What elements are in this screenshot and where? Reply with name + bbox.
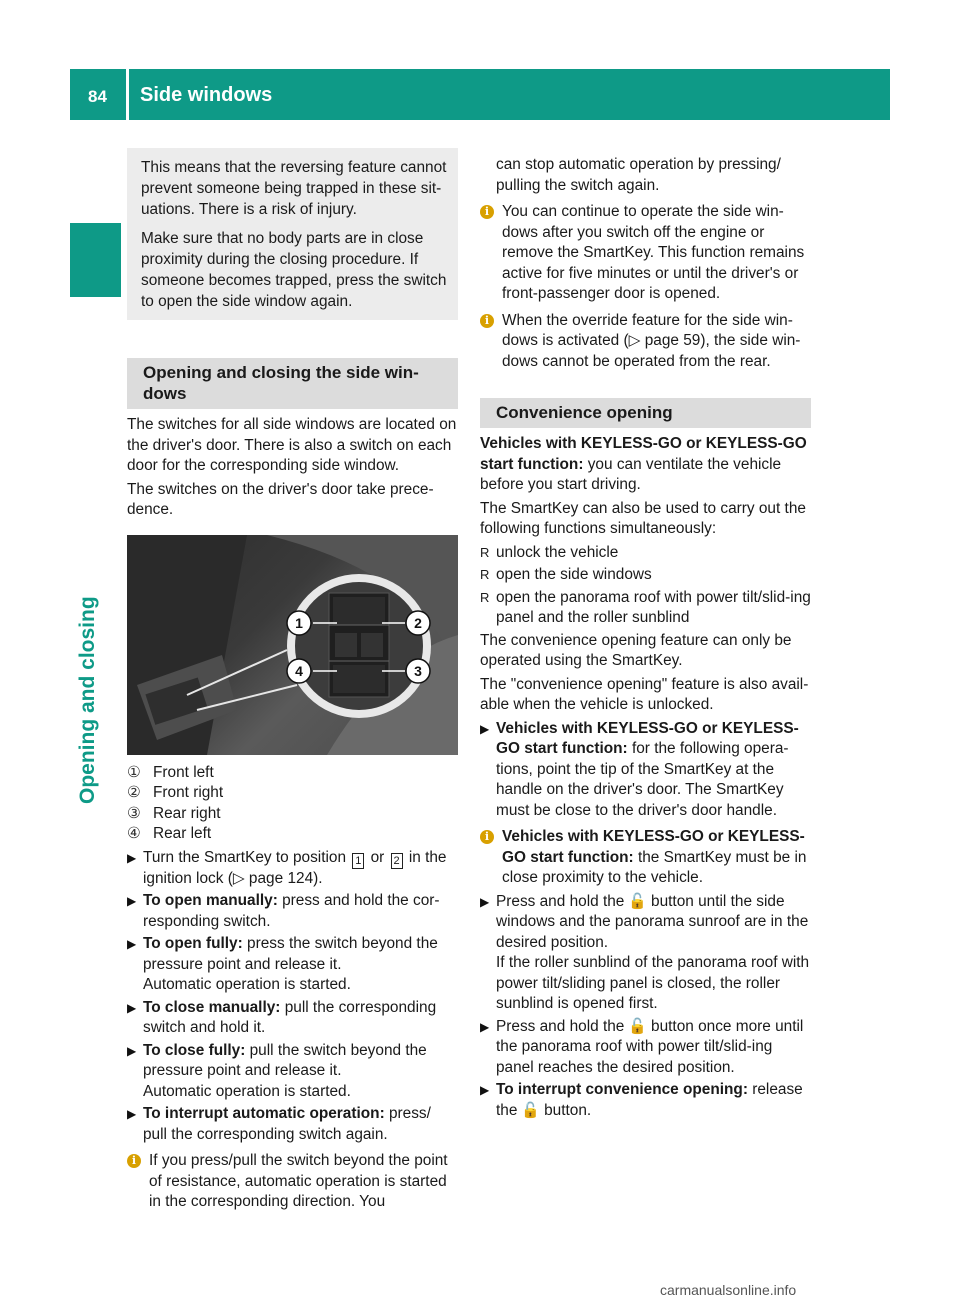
arrow-right-icon: ▶ (127, 1107, 137, 1121)
callout-2 (406, 611, 430, 635)
arrow-right-icon: ▶ (127, 937, 137, 951)
step-text: pull the switch beyond the pressure point and release it. (143, 1041, 427, 1079)
only-smartkey-text: The convenience opening feature can only be operated using the SmartKey. (480, 631, 792, 669)
turn-key-text: Turn the SmartKey to position (143, 848, 347, 866)
legend-number: ③ (127, 804, 141, 822)
legend-label: Front right (153, 784, 224, 801)
instruction-press-hold-1 (480, 892, 811, 1015)
arrow-right-icon: ▶ (127, 894, 137, 908)
section-title-convenience-opening: Convenience opening (480, 398, 811, 428)
warning-text-1: This means that the reversing feature cannot prevent someone being trapped in these sit-uations. There is a risk of injury. (141, 159, 447, 218)
legend-number: ④ (127, 825, 141, 842)
legend-item (127, 824, 458, 845)
instruction-open-fully (127, 934, 458, 996)
info-note (480, 827, 811, 889)
step-label: To close fully: (143, 1041, 246, 1059)
callout-1 (287, 611, 311, 635)
instruction-open-manually (127, 891, 458, 932)
right-column (480, 155, 811, 1123)
bullet-icon: R (480, 589, 490, 605)
step-text: Press and hold the (496, 1017, 625, 1035)
bullet-icon: R (480, 567, 490, 582)
chapter-marker (70, 223, 121, 297)
step-note: Automatic operation is started. (143, 1082, 351, 1100)
callout-3-label: 3 (414, 662, 422, 679)
info-label: Vehicles with KEYLESS-GO or KEYLESS-GO start function: (502, 828, 805, 866)
info-icon: i (480, 830, 494, 844)
info-note (480, 311, 811, 373)
unlock-icon: 🔓 (521, 1101, 541, 1119)
list-item-text: open the side windows (496, 566, 652, 583)
unlock-icon: 🔓 (628, 892, 648, 910)
instruction-interrupt-convenience (480, 1080, 811, 1121)
info-icon: i (480, 314, 494, 328)
list-item (480, 565, 811, 586)
arrow-right-icon: ▶ (480, 1083, 490, 1097)
intro-paragraph-1: The switches for all side windows are located on the driver's door. There is also a switch on each door for the corresponding side window. (127, 416, 457, 474)
callout-2-label: 2 (414, 614, 422, 631)
info-text: You can continue to operate the side win-dows after you switch off the engine or remove the SmartKey. This function remains active for five minutes or until the driver's or front-passenger door is opened. (502, 203, 805, 302)
info-text: If you press/pull the switch beyond the point of resistance, automatic operation is started in the corresponding direction. You (149, 1152, 448, 1210)
key-position-1: 1 (352, 853, 364, 869)
header-divider (126, 69, 129, 120)
legend-item (127, 783, 458, 804)
chapter-label: Opening and closing (76, 596, 99, 804)
legend-label: Rear left (153, 825, 212, 842)
info-icon: i (480, 205, 494, 219)
step-text-after: button until the side windows and the panorama sunroof are in the desired position. (496, 892, 809, 951)
step-label: To open fully: (143, 935, 243, 952)
bullet-icon: R (480, 544, 490, 560)
legend-number: ② (127, 784, 141, 801)
turn-key-or: or (370, 848, 385, 866)
unlock-icon: 🔓 (628, 1017, 648, 1035)
arrow-right-icon: ▶ (480, 894, 490, 909)
window-switch-figure (127, 535, 458, 755)
step-label: To interrupt automatic operation: (143, 1105, 385, 1122)
page-number: 84 (88, 87, 107, 106)
keyless-text: you can ventilate the vehicle before you start driving. (480, 455, 782, 493)
list-item-text: open the panorama roof with power tilt/slid-ing panel and the roller sunblind (496, 588, 811, 626)
chapter-tab (76, 596, 118, 804)
warning-text-2: Make sure that no body parts are in close proximity during the closing procedure. If someone becomes trapped, press the switch to open the side window again. (141, 230, 447, 310)
intro-paragraph-2: The switches on the driver's door take prece-dence. (127, 480, 434, 518)
callout-4-label: 4 (295, 662, 303, 679)
step-label: Vehicles with KEYLESS-GO or KEYLESS-GO start function: (496, 719, 799, 757)
step-label: To close manually: (143, 998, 281, 1016)
legend-item (127, 763, 458, 784)
left-column (127, 148, 458, 1216)
arrow-right-icon: ▶ (127, 1043, 137, 1058)
step-text: press the switch beyond the pressure point and release it. (143, 935, 438, 973)
instruction-press-hold-2 (480, 1017, 811, 1079)
also-available-text: The "convenience opening" feature is also avail-able when the vehicle is unlocked. (480, 675, 809, 713)
step-text-after: button once more until the panorama roof with power tilt/slid-ing panel reaches the desired position. (496, 1017, 804, 1076)
step-text: for the following opera-tions, point the tip of the SmartKey at the handle on the driver's door. The SmartKey must be close to the driver's door handle. (496, 740, 789, 819)
list-item (480, 543, 811, 564)
instruction-turn-key (127, 848, 458, 890)
step-label: To open manually: (143, 892, 278, 909)
info-note (480, 202, 811, 305)
instruction-interrupt-automatic (127, 1104, 458, 1145)
info-icon: i (127, 1154, 141, 1168)
watermark: carmanualsonline.info (660, 1282, 797, 1298)
keyless-paragraph (480, 434, 811, 496)
callout-1-label: 1 (295, 614, 303, 631)
arrow-right-icon: ▶ (480, 721, 490, 736)
instruction-close-manually (127, 998, 458, 1039)
info-note (127, 1151, 458, 1213)
info-text: the SmartKey must be in close proximity to the vehicle. (502, 848, 807, 886)
list-item (480, 588, 811, 629)
section-title-side-windows: Opening and closing the side win-dows (127, 358, 458, 409)
window-switch-illustration (127, 535, 458, 755)
legend-label: Rear right (153, 804, 221, 822)
step-note: If the roller sunblind of the panorama roof with power tilt/sliding panel is closed, the roller sunblind is opened first. (496, 954, 810, 1012)
step-text: release the (496, 1081, 803, 1119)
info-text: When the override feature for the side win-dows is activated (▷ page 59), the side win-dows cannot be operated from the rear. (502, 311, 801, 370)
instruction-close-fully (127, 1041, 458, 1103)
arrow-right-icon: ▶ (127, 1000, 137, 1015)
keyless-label: Vehicles with KEYLESS-GO or KEYLESS-GO start function: (480, 435, 807, 473)
key-position-2: 2 (391, 853, 403, 869)
warning-box (127, 148, 458, 320)
step-text: Press and hold the (496, 892, 625, 910)
continued-text: can stop automatic operation by pressing/ pulling the switch again. (496, 156, 781, 194)
page-title: Side windows (140, 84, 273, 106)
arrow-right-icon: ▶ (480, 1019, 490, 1034)
legend-number: ① (127, 763, 141, 781)
page-header (70, 69, 890, 120)
arrow-right-icon: ▶ (127, 850, 137, 865)
step-note: Automatic operation is started. (143, 976, 351, 993)
step-text: press/ pull the corresponding switch again. (143, 1105, 431, 1143)
step-text: pull the corresponding switch and hold it. (143, 998, 437, 1036)
callout-3 (406, 659, 430, 683)
step-label: To interrupt convenience opening: (496, 1081, 748, 1098)
smartkey-intro: The SmartKey can also be used to carry out the following functions simultaneously: (480, 499, 806, 537)
turn-key-after: in the ignition lock (▷ page 124). (143, 848, 447, 887)
step-text: press and hold the cor-responding switch. (143, 892, 440, 930)
list-item-text: unlock the vehicle (496, 543, 619, 561)
instruction-keyless-point (480, 719, 811, 822)
callout-4 (287, 659, 311, 683)
legend-label: Front left (153, 763, 214, 781)
legend-item (127, 804, 458, 825)
step-text-after: button. (544, 1101, 592, 1119)
